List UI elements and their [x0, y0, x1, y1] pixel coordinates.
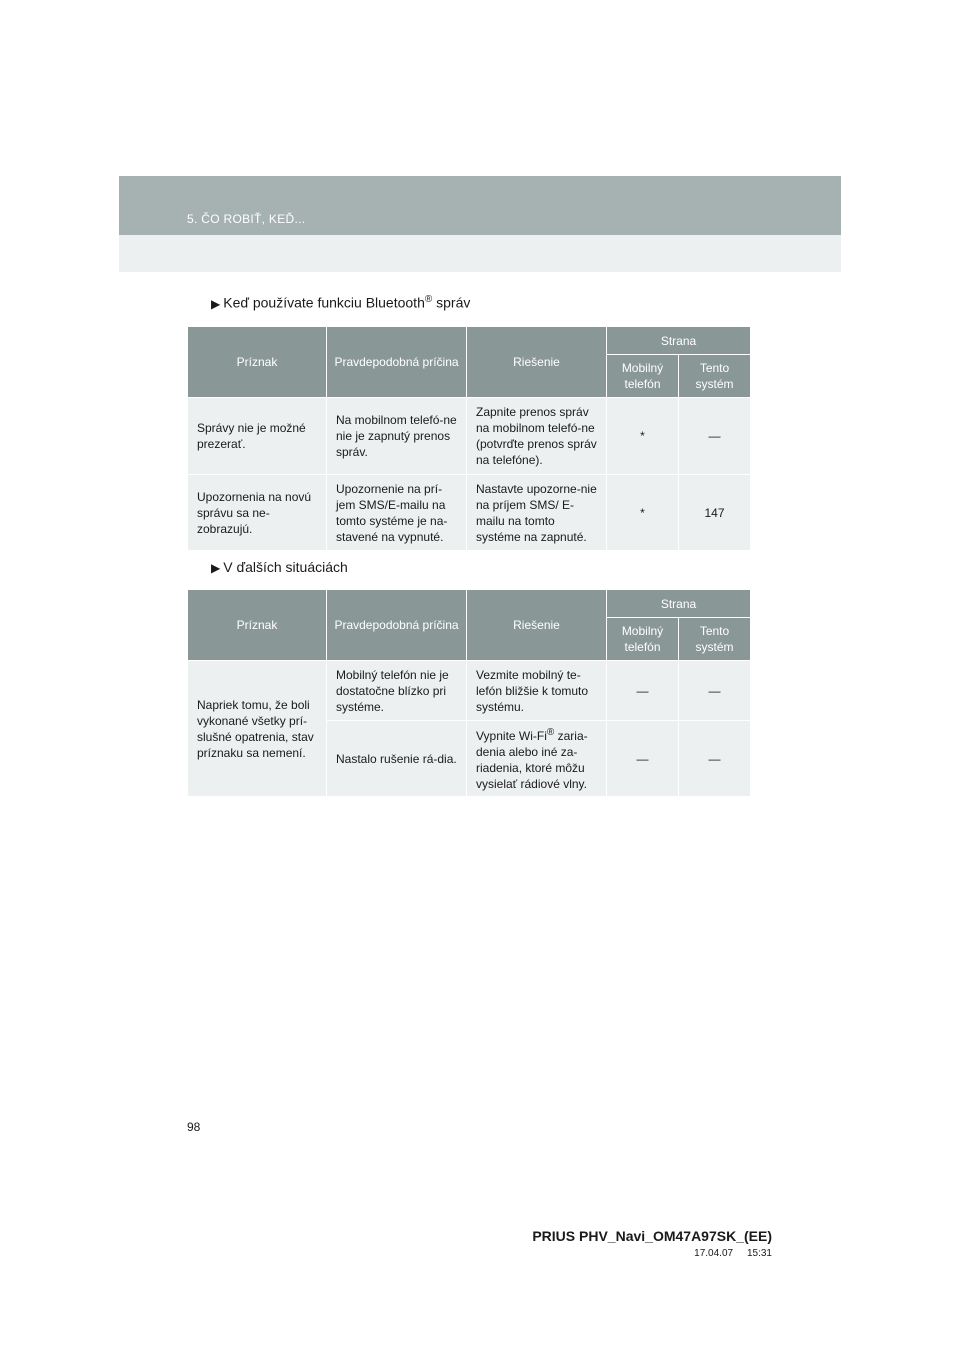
col-header-phone: Mobilný telefón	[607, 355, 679, 398]
col-header-cause: Pravdepodobná príčina	[327, 590, 467, 661]
col-header-symptom: Príznak	[188, 590, 327, 661]
cell-phone-page: *	[607, 475, 679, 551]
col-header-cause: Pravdepodobná príčina	[327, 327, 467, 398]
triangle-bullet-icon: ▶	[211, 561, 221, 575]
header-band	[119, 176, 841, 235]
page-number: 98	[187, 1120, 201, 1134]
table-row	[188, 475, 751, 551]
cell-cause: Na mobilnom telefó-ne nie je zapnutý prenos správ.	[327, 398, 467, 475]
col-header-symptom: Príznak	[188, 327, 327, 398]
document-timestamp: 17.04.07 15:31	[694, 1248, 772, 1259]
heading-text: Keď používate funkciu Bluetooth	[223, 294, 425, 311]
cell-symptom: Napriek tomu, že boli vykonané všetky prí-slušné opatrenia, stav príznaku sa nemení.	[188, 661, 327, 797]
messaging-troubleshooting-table	[187, 326, 751, 551]
cell-phone-page: —	[607, 721, 679, 797]
cell-system-page: —	[679, 398, 751, 475]
heading-text: V ďalších situáciách	[223, 559, 348, 575]
section-label: 5. ČO ROBIŤ, KEĎ...	[187, 212, 306, 226]
other-troubleshooting-table	[187, 589, 751, 797]
cell-system-page: 147	[679, 475, 751, 551]
cell-symptom: Správy nie je možné prezerať.	[188, 398, 327, 475]
cell-solution: Zapnite prenos správ na mobilnom telefó-ne (potvrďte prenos správ na telefóne).	[467, 398, 607, 475]
col-header-page: Strana	[607, 327, 751, 355]
cell-system-page: —	[679, 721, 751, 797]
cell-system-page: —	[679, 661, 751, 721]
cell-cause: Nastalo rušenie rá-dia.	[327, 721, 467, 797]
cell-solution	[467, 721, 607, 797]
table-row	[188, 661, 751, 721]
col-header-solution: Riešenie	[467, 590, 607, 661]
cell-solution: Nastavte upozorne-nie na príjem SMS/ E-mailu na tomto systéme na zapnuté.	[467, 475, 607, 551]
col-header-solution: Riešenie	[467, 327, 607, 398]
col-header-system: Tento systém	[679, 618, 751, 661]
col-header-page: Strana	[607, 590, 751, 618]
registered-mark: ®	[424, 294, 433, 305]
cell-phone-page: —	[607, 661, 679, 721]
cell-symptom: Upozornenia na novú správu sa ne-zobrazujú.	[188, 475, 327, 551]
triangle-bullet-icon: ▶	[211, 296, 221, 311]
document-id: PRIUS PHV_Navi_OM47A97SK_(EE)	[532, 1228, 772, 1244]
solution-text-end: zaria-denia alebo iné za-riadenia, ktoré môžu vysielať rádiové vlny.	[476, 729, 588, 791]
cell-cause: Mobilný telefón nie je dostatočne blízko pri systéme.	[327, 661, 467, 721]
section-heading-bluetooth	[211, 294, 470, 311]
col-header-phone: Mobilný telefón	[607, 618, 679, 661]
table-row	[188, 398, 751, 475]
registered-mark: ®	[546, 727, 555, 738]
cell-cause: Upozornenie na prí-jem SMS/E-mailu na tomto systéme je na-stavené na vypnuté.	[327, 475, 467, 551]
section-heading-other	[211, 559, 348, 575]
col-header-system: Tento systém	[679, 355, 751, 398]
solution-text: Vypnite Wi-Fi	[476, 729, 547, 743]
cell-solution: Vezmite mobilný te-lefón bližšie k tomuto systému.	[467, 661, 607, 721]
heading-text-end: správ	[432, 294, 471, 311]
cell-phone-page: *	[607, 398, 679, 475]
header-subband	[119, 235, 841, 272]
